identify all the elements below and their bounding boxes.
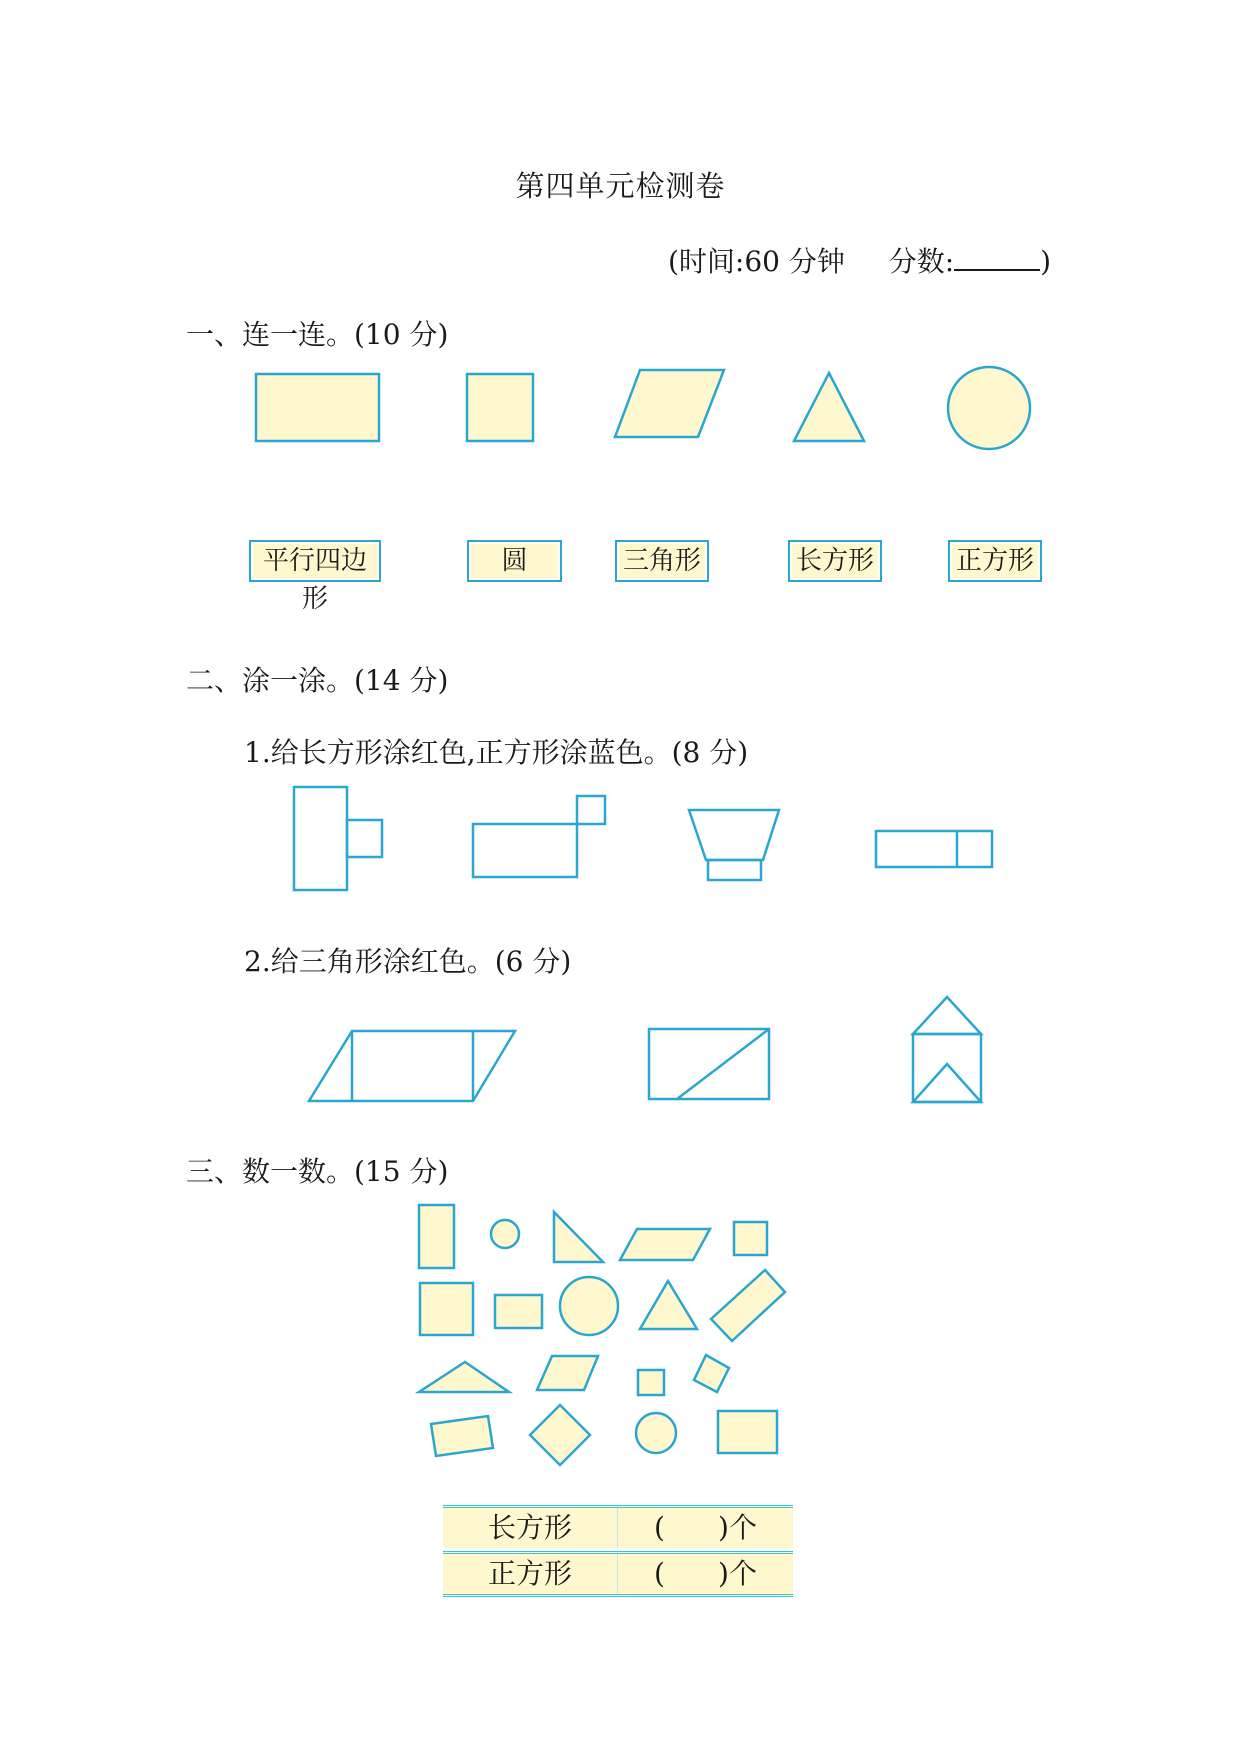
section-3-heading: 三、数一数。(15 分)	[186, 1155, 449, 1188]
page-title: 第四单元检测卷	[515, 169, 726, 203]
q2-fig2-diagonal	[677, 1029, 769, 1099]
q1-fig3-trapezoid[interactable]	[689, 810, 779, 860]
q1-fig1-rect[interactable]	[294, 787, 347, 890]
table-cell-shape: 长方形	[443, 1508, 618, 1548]
count-right-triangle[interactable]	[554, 1212, 603, 1262]
count-diamond[interactable]	[530, 1405, 590, 1465]
section-2-q1: 1.给长方形涂红色,正方形涂蓝色。(8 分)	[244, 736, 749, 769]
count-circle-large[interactable]	[560, 1277, 618, 1335]
answer-close-paren: )	[718, 1511, 729, 1544]
q2-fig2-rect[interactable]	[649, 1029, 769, 1099]
label-triangle[interactable]: 三角形	[615, 540, 709, 582]
s1-triangle[interactable]	[794, 373, 864, 441]
label-square[interactable]: 正方形	[948, 540, 1042, 582]
count-circle-small[interactable]	[491, 1220, 519, 1248]
q2-fig3-inner-triangle[interactable]	[913, 1064, 981, 1102]
section-2-heading: 二、涂一涂。(14 分)	[186, 664, 449, 697]
q1-fig4-rect[interactable]	[876, 831, 992, 867]
label-parallelogram[interactable]: 平行四边形	[249, 540, 381, 582]
s1-parallelogram[interactable]	[615, 370, 724, 437]
table-cell-shape: 正方形	[443, 1554, 618, 1594]
table-row	[443, 1551, 793, 1597]
table-cell-answer[interactable]	[618, 1508, 793, 1548]
q1-fig2-rect[interactable]	[473, 824, 577, 877]
table-row	[443, 1505, 793, 1548]
meta-close: )	[1040, 245, 1052, 278]
count-circle-3[interactable]	[636, 1413, 676, 1453]
score-label: 分数:	[888, 245, 955, 278]
section-2-q2: 2.给三角形涂红色。(6 分)	[244, 945, 572, 978]
count-rotated-square[interactable]	[694, 1355, 729, 1392]
count-square-3[interactable]	[638, 1370, 664, 1395]
count-tilted-rect[interactable]	[431, 1416, 493, 1456]
s1-circle[interactable]	[948, 367, 1030, 449]
answer-open-paren: (	[654, 1557, 665, 1590]
count-triangle-2[interactable]	[419, 1362, 509, 1392]
answer-open-paren: (	[654, 1511, 665, 1544]
table-cell-answer[interactable]	[618, 1554, 793, 1594]
count-rect-tall[interactable]	[419, 1205, 454, 1268]
count-rotated-rect[interactable]	[711, 1270, 785, 1341]
count-rect-3[interactable]	[718, 1411, 777, 1453]
label-circle[interactable]: 圆	[467, 540, 562, 582]
time-label: (时间:60 分钟	[668, 245, 845, 278]
q2-fig1-parallelogram[interactable]	[309, 1031, 515, 1101]
q2-fig3-roof-triangle[interactable]	[913, 997, 981, 1034]
answer-unit: 个	[729, 1557, 758, 1590]
count-square-2[interactable]	[420, 1283, 473, 1335]
label-rectangle[interactable]: 长方形	[788, 540, 882, 582]
count-triangle-1[interactable]	[640, 1281, 697, 1329]
q1-fig3-rect[interactable]	[708, 860, 761, 880]
section-1-heading: 一、连一连。(10 分)	[186, 318, 449, 351]
s1-rectangle[interactable]	[256, 374, 379, 441]
q1-fig1-square[interactable]	[347, 820, 382, 857]
q1-fig2-square[interactable]	[577, 796, 605, 824]
s1-square[interactable]	[467, 374, 533, 441]
count-table	[443, 1505, 793, 1597]
count-square-1[interactable]	[734, 1222, 767, 1255]
answer-close-paren: )	[718, 1557, 729, 1590]
count-parallelogram-2[interactable]	[537, 1356, 598, 1390]
answer-unit: 个	[729, 1511, 758, 1544]
count-parallelogram-1[interactable]	[620, 1229, 710, 1260]
count-rect-small[interactable]	[495, 1295, 542, 1328]
